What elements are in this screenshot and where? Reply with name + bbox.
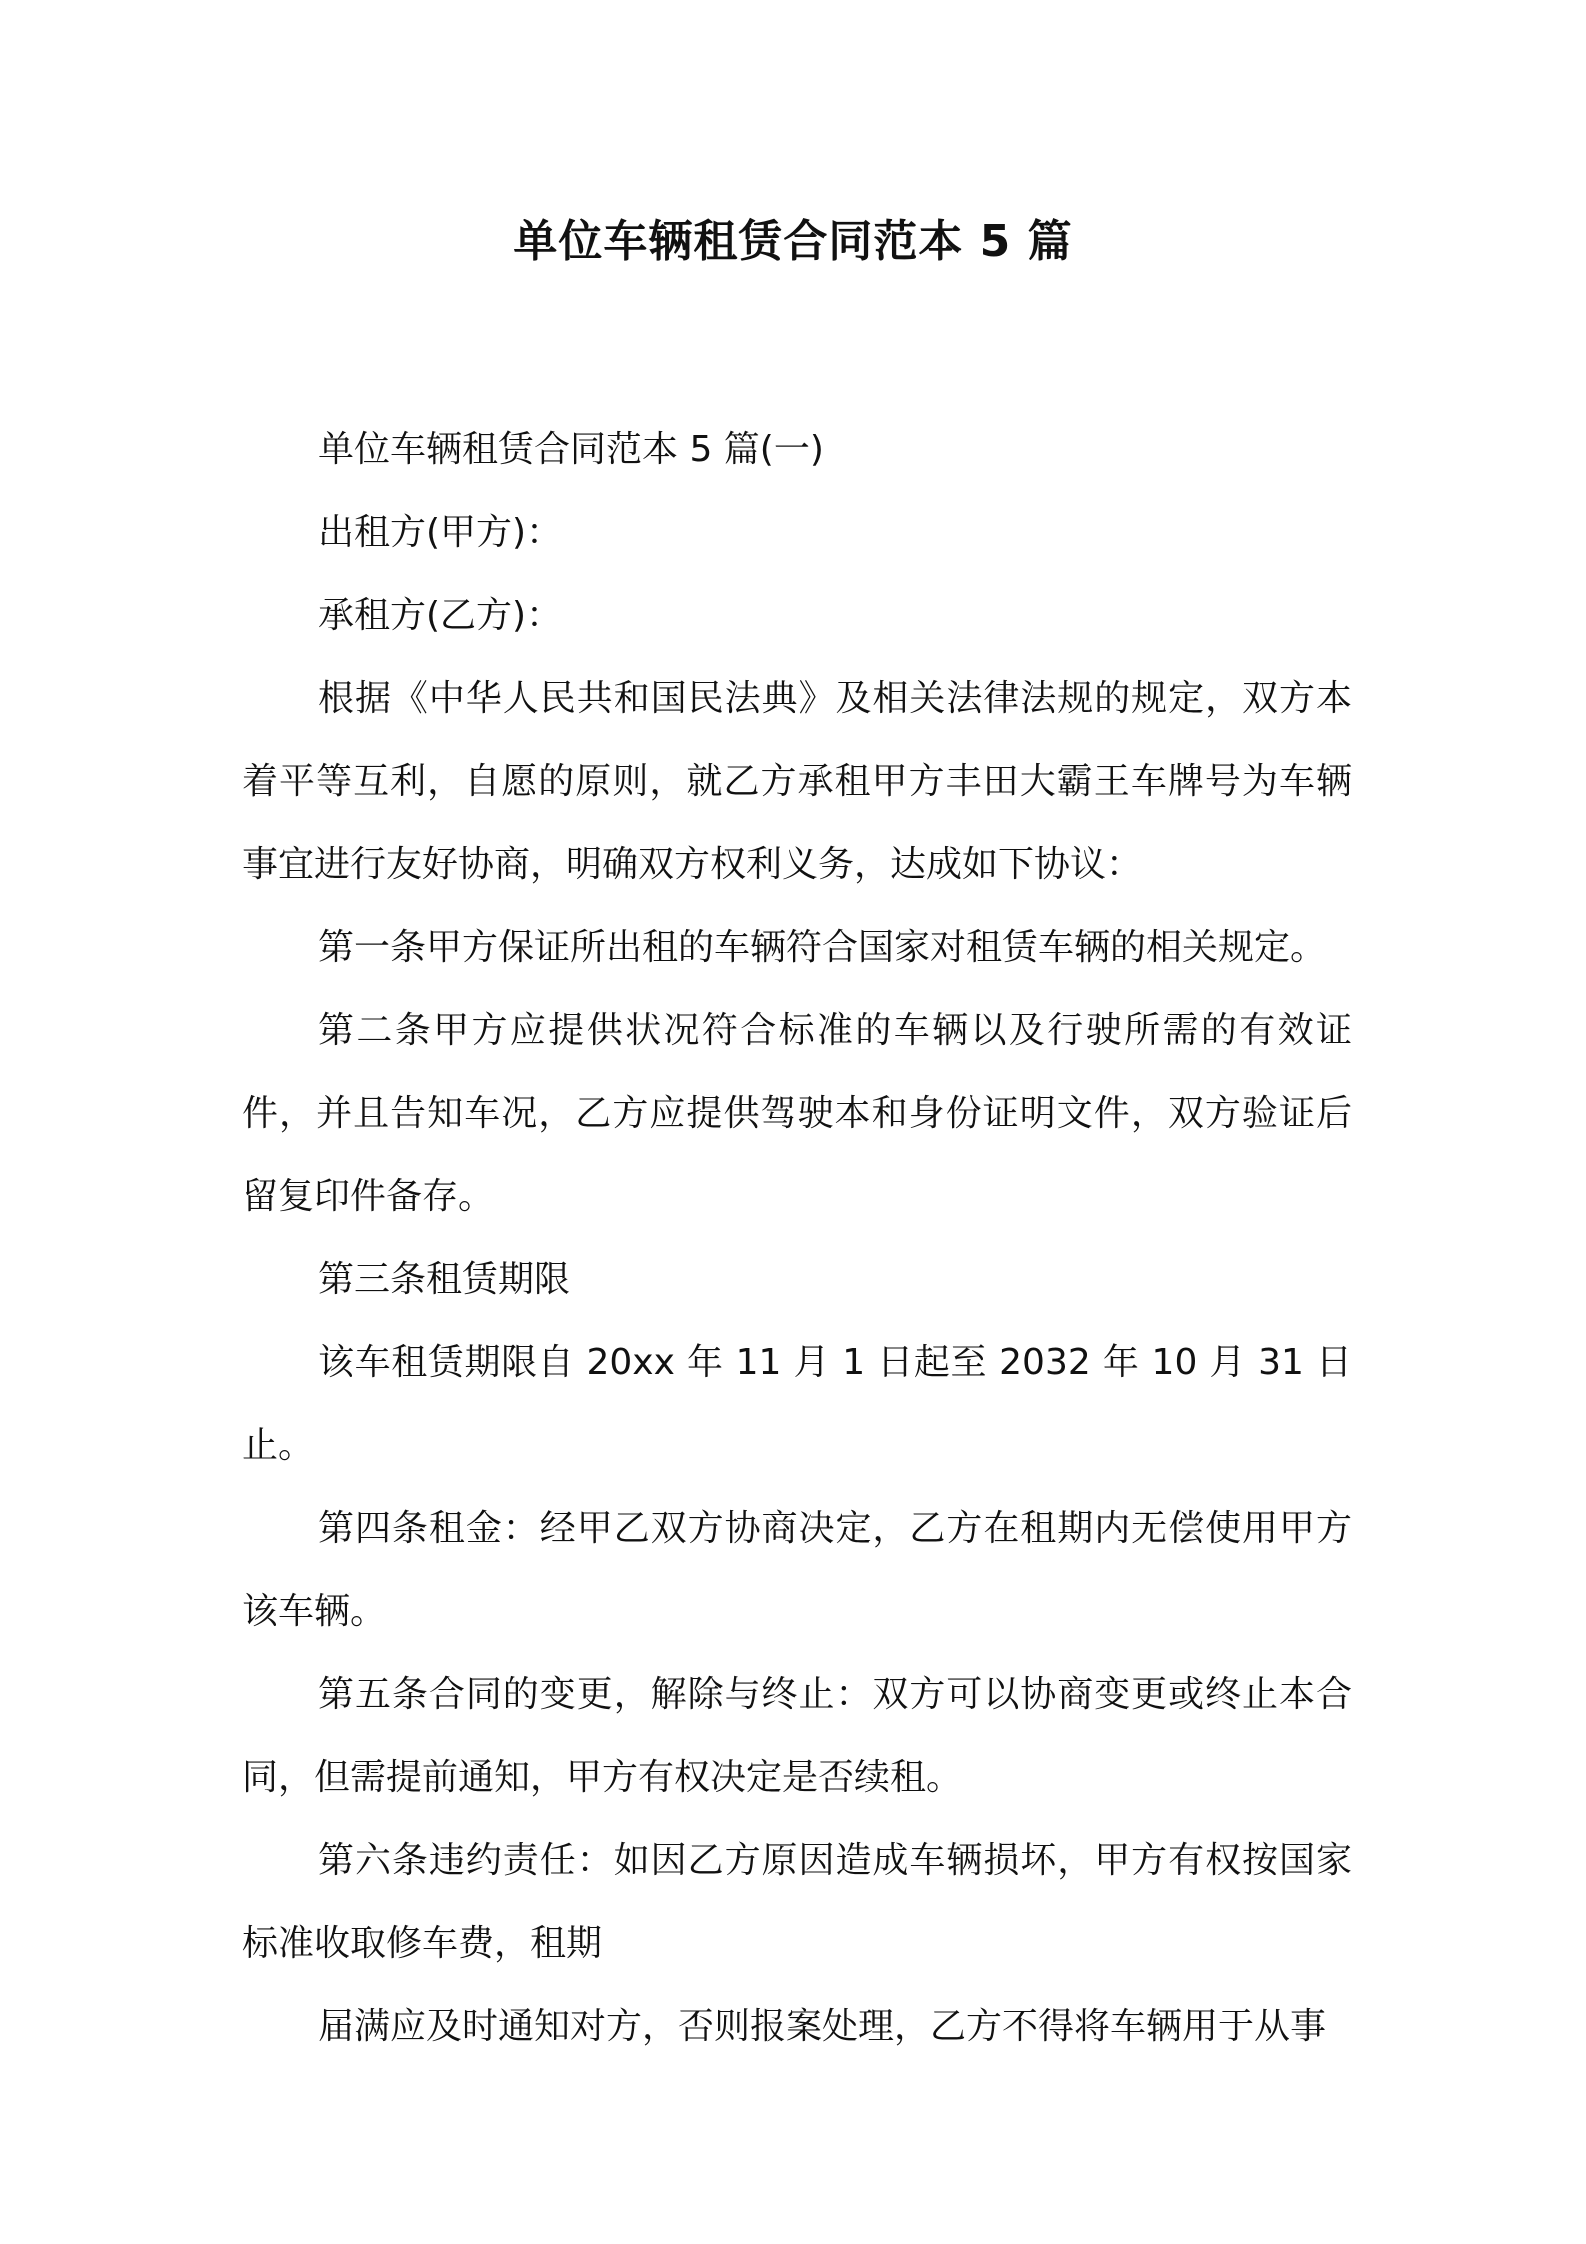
- preamble-paragraph: 根据《中华人民共和国民法典》及相关法律法规的规定，双方本着平等互利，自愿的原则，就乙方承租甲方丰田大霸王车牌号为车辆事宜进行友好协商，明确双方权利义务，达成如下协议：: [242, 678, 1352, 885]
- article-3-heading: 第三条租赁期限: [318, 1259, 571, 1300]
- article-6: 第六条违约责任：如因乙方原因造成车辆损坏，甲方有权按国家标准收取修车费，租期: [242, 1840, 1352, 1964]
- document-title: 单位车辆租赁合同范本 5 篇: [513, 216, 1073, 267]
- document-body: [242, 408, 1352, 2068]
- article-5: 第五条合同的变更，解除与终止：双方可以协商变更或终止本合同，但需提前通知，甲方有权决定是否续租。: [242, 1674, 1352, 1798]
- article-6-continued: 届满应及时通知对方，否则报案处理，乙方不得将车辆用于从事: [318, 2006, 1327, 2047]
- article-3-term: 该车租赁期限自 20xx 年 11 月 1 日起至 2032 年 10 月 31 日止。: [242, 1342, 1352, 1466]
- article-2: 第二条甲方应提供状况符合标准的车辆以及行驶所需的有效证件，并且告知车况，乙方应提供驾驶本和身份证明文件，双方验证后留复印件备存。: [242, 1010, 1352, 1217]
- lessee-line: 承租方(乙方)：: [318, 595, 563, 636]
- section-heading: 单位车辆租赁合同范本 5 篇(一): [318, 429, 824, 470]
- article-1: 第一条甲方保证所出租的车辆符合国家对租赁车辆的相关规定。: [318, 927, 1327, 968]
- article-4: 第四条租金：经甲乙双方协商决定，乙方在租期内无偿使用甲方该车辆。: [242, 1508, 1352, 1632]
- lessor-line: 出租方(甲方)：: [318, 512, 563, 553]
